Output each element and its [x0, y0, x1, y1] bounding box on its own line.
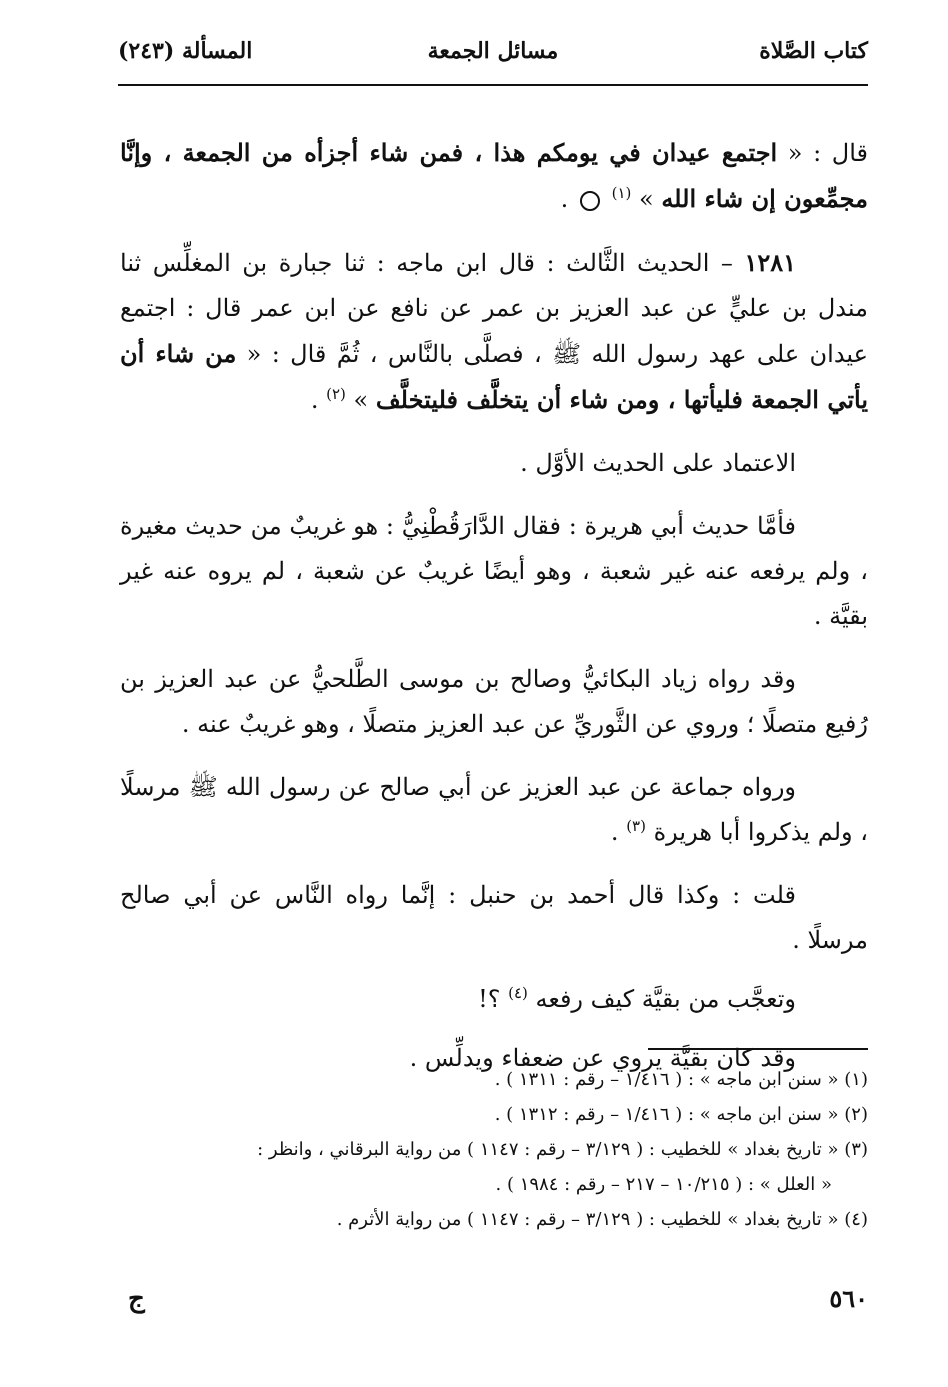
book-title: كتاب الصَّلاة	[759, 38, 868, 64]
main-text	[120, 130, 868, 1099]
footnote-1: (١) « سنن ابن ماجه » : ( ١/٤١٦ – رقم : ١٣١١ ) .	[494, 1069, 868, 1090]
footnote-ref: (٢)	[326, 385, 346, 403]
footnote-3: (٣) « تاريخ بغداد » للخطيب : ( ٣/١٢٩ – رقم : ١١٤٧ ) من رواية البرقاني ، وانظر :	[257, 1139, 868, 1160]
footnote-3-continued: « العلل » : ( ١٠/٢١٥ – ٢١٧ – رقم : ١٩٨٤ ) .	[495, 1174, 832, 1195]
header-divider	[118, 84, 868, 86]
paragraph-abu-hurayra: فأمَّا حديث أبي هريرة : فقال الدَّارَقُطْنِيُّ : هو غريبٌ من حديث مغيرة ، ولم يرفعه عنه غير شعبة ، وهو أيضًا غريبٌ عن شعبة ، لم يروه عنه غير بقيَّة .	[120, 512, 868, 630]
footnote-ref: (١)	[611, 184, 632, 202]
footnote-4: (٤) « تاريخ بغداد » للخطيب : ( ٣/١٢٩ – رقم : ١١٤٧ ) من رواية الأثرم .	[336, 1209, 868, 1230]
paragraph-baqiyya: وقد كان بقيَّة يروي عن ضعفاء ويدلِّس .	[409, 1044, 796, 1072]
footnote-divider	[648, 1048, 868, 1050]
footnote-ref: (٣)	[626, 817, 646, 835]
paragraph-hadith-1281: ١٢٨١ – الحديث الثَّالث : قال ابن ماجه : ثنا جبارة بن المغلِّس ثنا مندل بن عليٍّ عن عبد العزيز بن عمر عن نافع عن ابن عمر قال : اجتمع عيدان على عهد رسول الله ﷺ ، فصلَّى بالنَّاس ، ثُمَّ قال : « من شاء أن يأتي الجمعة فليأتها ، ومن شاء أن يتخلَّف فليتخلَّف » $^{(٢)}$ .	[120, 248, 868, 414]
chapter-title: مسائل الجمعة	[427, 38, 559, 64]
paragraph-ahmad: قلت : وكذا قال أحمد بن حنبل : إنَّما رواه النَّاس عن أبي صالح مرسلًا .	[120, 881, 868, 954]
quoted-hadith: اجتمع عيدان في يومكم هذا ، فمن شاء أجزأه من الجمعة ، وإنَّا مجمِّعون إن شاء الله	[120, 138, 868, 213]
running-header	[118, 38, 868, 78]
paragraph-wonder: وتعجَّب من بقيَّة كيف رفعه $^{(٤)}$ ؟!	[478, 984, 796, 1013]
hadith-number: ١٢٨١	[744, 248, 796, 277]
issue-number: المسألة (٢٤٣)	[118, 38, 253, 64]
footnote-ref: (٤)	[508, 984, 528, 1002]
signature-mark: ج	[128, 1284, 145, 1314]
quoted-hadith: من شاء أن يأتي الجمعة فليأتها ، ومن شاء أن يتخلَّف فليتخلَّف	[120, 339, 868, 414]
end-circle-icon	[580, 191, 600, 211]
footnotes	[120, 1062, 868, 1237]
footnote-2: (٢) « سنن ابن ماجه » : ( ١/٤١٦ – رقم : ١٣١٢ ) .	[494, 1104, 868, 1125]
paragraph-mursal: ورواه جماعة عن عبد العزيز عن أبي صالح عن رسول الله ﷺ مرسلًا ، ولم يذكروا أبا هريرة $^{(٣)}$ .	[120, 773, 868, 846]
paragraph-hadith-quote: قال : « اجتمع عيدان في يومكم هذا ، فمن شاء أجزأه من الجمعة ، وإنَّا مجمِّعون إن شاء الله » $^{(١)}$ .	[120, 138, 868, 213]
paragraph-reliance: الاعتماد على الحديث الأوَّل .	[520, 449, 796, 477]
paragraph-ziyad: وقد رواه زياد البكائيُّ وصالح بن موسى الطَّلحيُّ عن عبد العزيز بن رُفيع متصلًا ؛ وروي عن الثَّوريِّ عن عبد العزيز متصلًا ، وهو غريبٌ عنه .	[120, 665, 868, 738]
page-number: ٥٦٠	[829, 1284, 868, 1313]
